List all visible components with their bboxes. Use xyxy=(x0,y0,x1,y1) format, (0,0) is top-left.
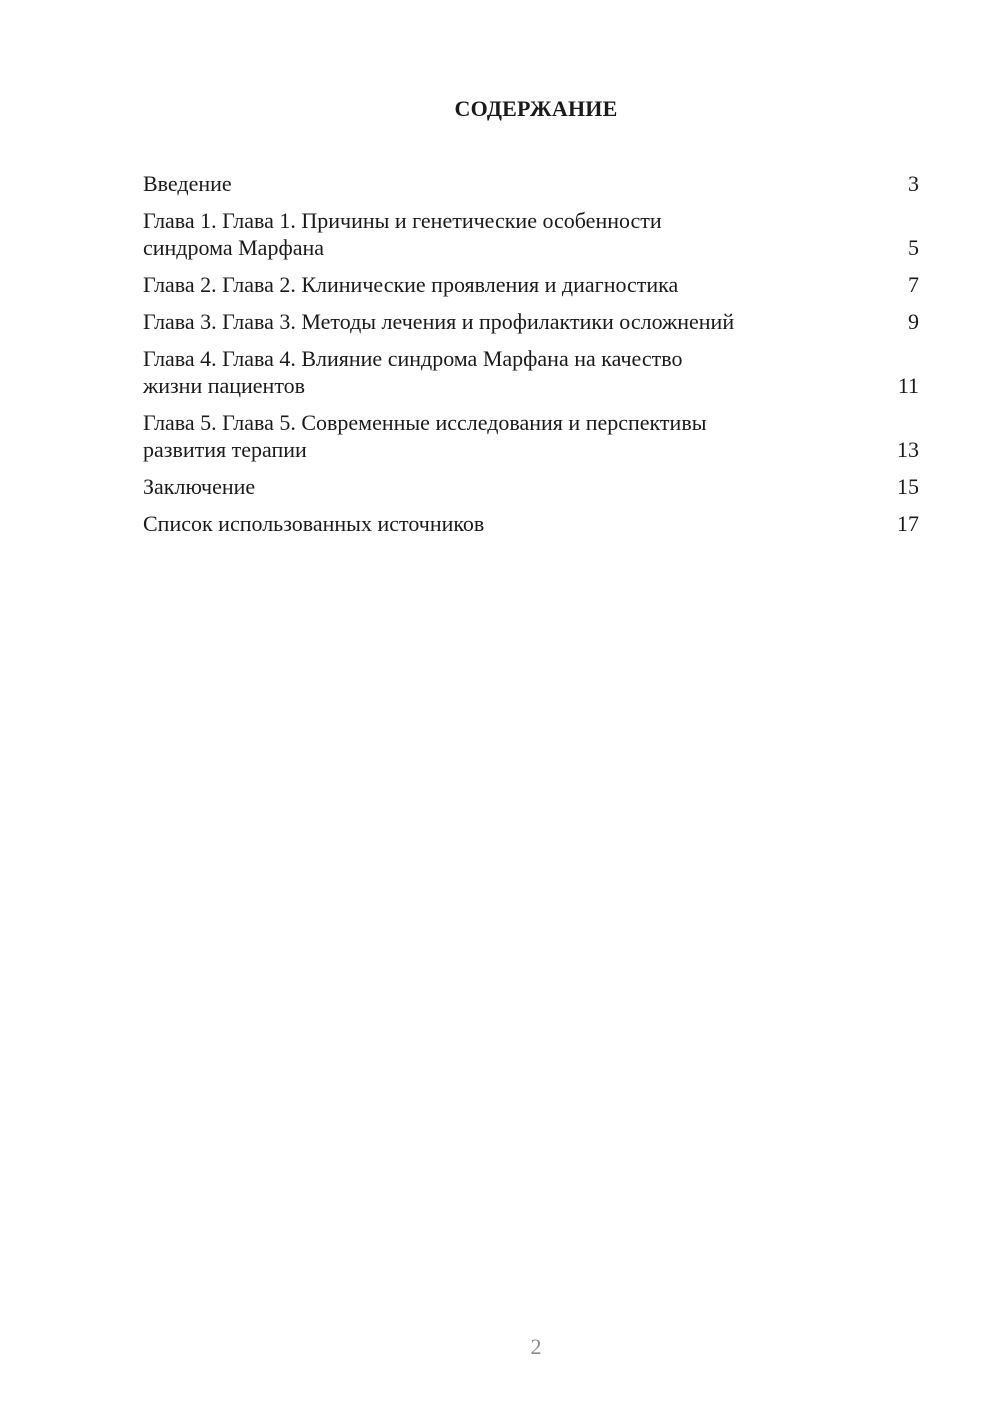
table-of-contents xyxy=(143,170,919,547)
toc-entry-text: Заключение xyxy=(143,474,256,499)
toc-entry-page: 3 xyxy=(908,171,919,196)
toc-entry-chapter-4 xyxy=(143,345,919,399)
toc-entry-text: Глава 1. Глава 1. Причины и генетические особенности синдрома Марфана xyxy=(143,208,662,260)
toc-entry-text: Глава 5. Глава 5. Современные исследования и перспективы развития терапии xyxy=(143,410,707,462)
toc-entry-text: Глава 2. Глава 2. Клинические проявления и диагностика xyxy=(143,272,679,297)
toc-entry-conclusion xyxy=(143,473,919,500)
toc-entry-chapter-5 xyxy=(143,409,919,463)
toc-entry-chapter-2 xyxy=(143,271,919,298)
toc-entry-page: 15 xyxy=(897,474,919,499)
toc-title: СОДЕРЖАНИЕ xyxy=(454,96,618,121)
toc-entry-page: 9 xyxy=(908,309,919,334)
toc-entry-page: 17 xyxy=(897,511,919,536)
toc-entry-text: Введение xyxy=(143,171,232,196)
toc-entry-introduction xyxy=(143,170,919,197)
toc-entry-references xyxy=(143,510,919,537)
toc-entry-text: Глава 4. Глава 4. Влияние синдрома Марфана на качество жизни пациентов xyxy=(143,346,683,398)
toc-entry-page: 13 xyxy=(897,437,919,462)
toc-entry-text: Глава 3. Глава 3. Методы лечения и профилактики осложнений xyxy=(143,309,735,334)
toc-entry-page: 11 xyxy=(897,373,919,398)
toc-entry-chapter-3 xyxy=(143,308,919,335)
toc-entry-chapter-1 xyxy=(143,207,919,261)
toc-entry-text: Список использованных источников xyxy=(143,511,485,536)
toc-entry-page: 5 xyxy=(908,235,919,260)
page-number: 2 xyxy=(530,1334,542,1359)
toc-entry-page: 7 xyxy=(908,272,919,297)
